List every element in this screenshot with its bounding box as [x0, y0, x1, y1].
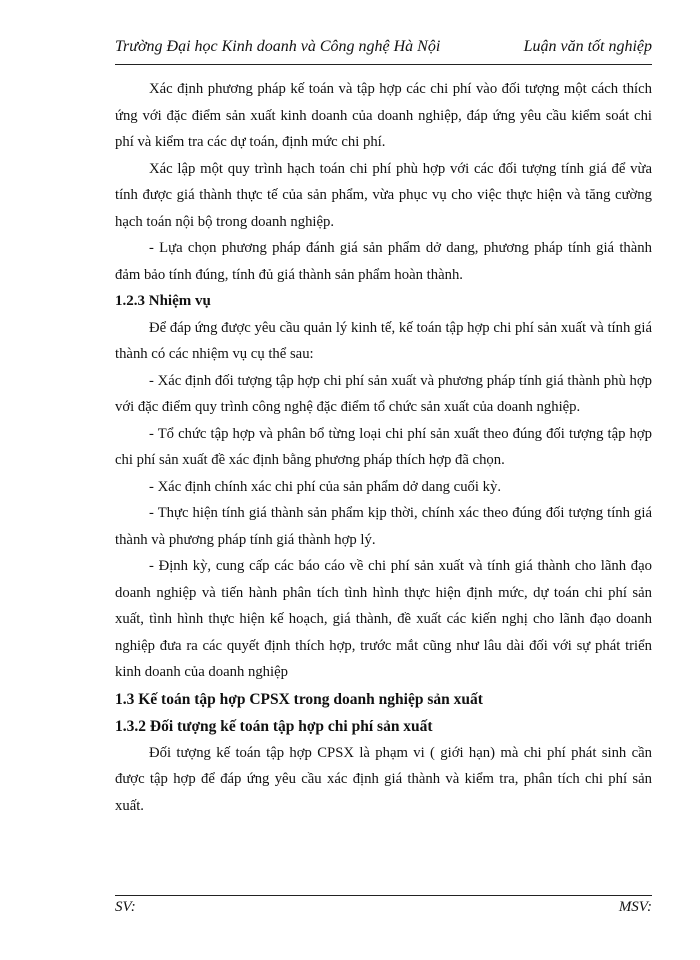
page-body — [115, 76, 652, 819]
bullet-paragraph: - Tổ chức tập hợp và phân bổ từng loại chi phí sản xuất theo đúng đối tượng tập hợp chi phí sản xuất đề xác định bằng phương pháp thích hợp đã chọn. — [115, 425, 652, 468]
paragraph: Xác lập một quy trình hạch toán chi phí phù hợp với các đối tượng tính giá để vừa tính được giá thành thực tế của sản phẩm, vừa phục vụ cho việc thực hiện và tăng cường hạch toán nội bộ trong doanh nghiệp. — [115, 160, 652, 230]
paragraph: Đối tượng kế toán tập hợp CPSX là phạm vi ( giới hạn) mà chi phí phát sinh cần được tập hợp để đáp ứng yêu cầu xác định giá thành và kiểm tra, phân tích chi phí sản xuất. — [115, 744, 652, 814]
section-heading: 1.3 Kế toán tập hợp CPSX trong doanh nghiệp sản xuất — [115, 690, 483, 708]
footer-student-id-label: MSV: — [618, 899, 652, 915]
bullet-paragraph: - Xác định chính xác chi phí của sản phẩm dở dang cuối kỳ. — [149, 478, 502, 495]
section-heading: 1.2.3 Nhiệm vụ — [115, 293, 211, 309]
paragraph: Xác định phương pháp kế toán và tập hợp các chi phí vào đối tượng một cách thích ứng với đặc điểm sản xuất kinh doanh của doanh nghiệp, đáp ứng yêu cầu kiểm soát chi phí và kiểm tra các dự toán, định mức chi phí. — [115, 81, 652, 150]
footer-student-label: SV: — [115, 899, 136, 915]
bullet-paragraph: - Định kỳ, cung cấp các báo cáo về chi phí sản xuất và tính giá thành cho lãnh đạo doanh nghiệp và tiến hành phân tích tình hình thực hiện định mức, dự toán chi phí sản xuất, tình hình thực hiện kế hoạch, giá thành, đề xuất các kiến nghị cho lãnh đạo doanh nghiệp đưa ra các quyết định thích hợp, trước mắt cũng như lâu dài đối với sự phát triển kinh doanh của doanh nghiệp — [115, 558, 652, 680]
paragraph: Để đáp ứng được yêu cầu quản lý kinh tế, kế toán tập hợp chi phí sản xuất và tính giá thành có các nhiệm vụ cụ thể sau: — [115, 319, 652, 362]
section-heading: 1.3.2 Đối tượng kế toán tập hợp chi phí sản xuất — [115, 717, 433, 735]
bullet-paragraph: - Xác định đối tượng tập hợp chi phí sản xuất và phương pháp tính giá thành phù hợp với đặc điểm quy trình công nghệ đặc điểm tổ chức sản xuất của doanh nghiệp. — [115, 372, 652, 415]
header-document-type: Luận văn tốt nghiệp — [523, 38, 652, 55]
header-rule — [115, 64, 652, 65]
page-footer — [115, 899, 652, 921]
header-school-name: Trường Đại học Kinh doanh và Công nghệ Hà Nội — [115, 38, 441, 55]
page-header — [115, 38, 652, 64]
footer-rule — [115, 895, 652, 896]
bullet-paragraph: - Thực hiện tính giá thành sản phẩm kịp thời, chính xác theo đúng đối tượng tính giá thành và phương pháp tính giá thành hợp lý. — [115, 505, 652, 548]
paragraph: - Lựa chọn phương pháp đánh giá sản phẩm dở dang, phương pháp tính giá thành đảm bảo tính đúng, tính đủ giá thành sản phẩm hoàn thành. — [115, 240, 652, 283]
